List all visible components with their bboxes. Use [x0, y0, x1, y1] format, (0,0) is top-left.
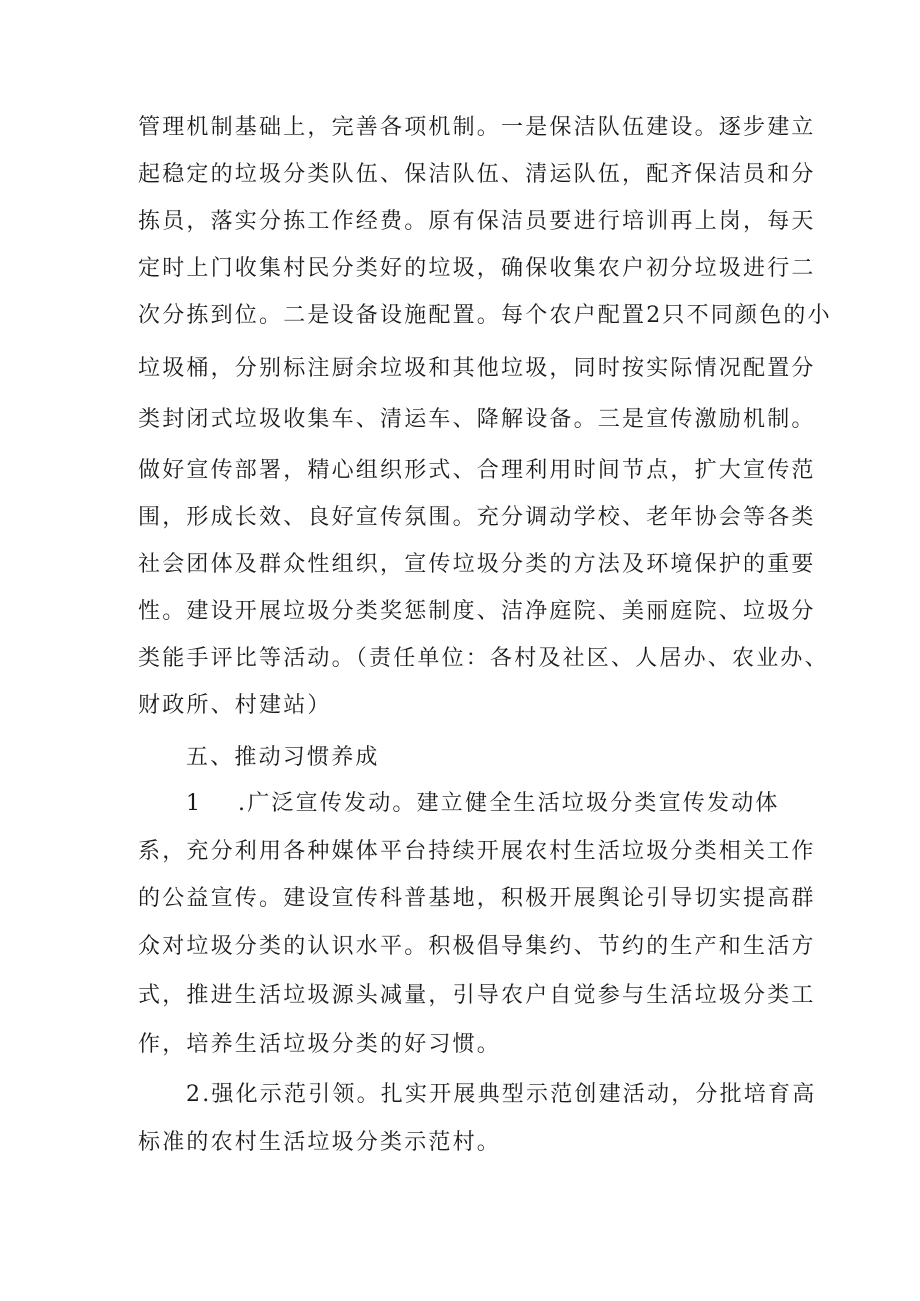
- paragraph-1-line-13: 财政所、村建站）: [138, 693, 332, 718]
- paragraph-1-line-1: 管理机制基础上，完善各项机制。一是保洁队伍建设。逐步建立: [138, 115, 816, 140]
- item-2-line-2: 标准的农村生活垃圾分类示范村。: [138, 1130, 502, 1155]
- section-heading: 五、推动习惯养成: [186, 745, 380, 770]
- paragraph-1-line-4: 定时上门收集村民分类好的垃圾，确保收集农户初分垃圾进行二: [138, 256, 816, 281]
- item-1-line-2: 系，充分利用各种媒体平台持续开展农村生活垃圾分类相关工作: [138, 839, 816, 864]
- item-1-line-4: 众对垃圾分类的认识水平。积极倡导集约、节约的生产和生活方: [138, 934, 816, 959]
- paragraph-1-line-7: 类封闭式垃圾收集车、清运车、降解设备。三是宣传激励机制。: [138, 407, 816, 432]
- paragraph-1-line-5: 次分拣到位。二是设备设施配置。每个农户配置2只不同颜色的小: [138, 303, 832, 328]
- item-1-line-5: 式，推进生活垃圾源头减量，引导农户自觉参与生活垃圾分类工: [138, 983, 816, 1008]
- item-1-line-3: 的公益宣传。建设宣传科普基地，积极开展舆论引导切实提高群: [138, 886, 816, 911]
- paragraph-1-line-2: 起稳定的垃圾分类队伍、保洁队伍、清运队伍，配齐保洁员和分: [138, 162, 816, 187]
- paragraph-1-line-6: 垃圾桶，分别标注厨余垃圾和其他垃圾，同时按实际情况配置分: [138, 356, 816, 381]
- item-1-line-1: .广泛宣传发动。建立健全生活垃圾分类宣传发动体: [238, 791, 780, 816]
- paragraph-1-line-8: 做好宣传部署，精心组织形式、合理利用时间节点，扩大宣传范: [138, 458, 816, 483]
- item-2-line-1: 2.强化示范引领。扎实开展典型示范创建活动，分批培育高: [186, 1082, 817, 1107]
- item-1-number: 1: [186, 791, 203, 816]
- paragraph-1-line-9: 围，形成长效、良好宣传氛围。充分调动学校、老年协会等各类: [138, 505, 816, 530]
- paragraph-1-line-3: 拣员，落实分拣工作经费。原有保洁员要进行培训再上岗，每天: [138, 209, 816, 234]
- item-1-line-6: 作，培养生活垃圾分类的好习惯。: [138, 1032, 502, 1057]
- paragraph-1-line-12: 类能手评比等活动。（责任单位：各村及社区、人居办、农业办、: [138, 646, 829, 671]
- paragraph-1-line-11: 性。建设开展垃圾分类奖惩制度、洁净庭院、美丽庭院、垃圾分: [138, 599, 816, 624]
- paragraph-1-line-10: 社会团体及群众性组织，宣传垃圾分类的方法及环境保护的重要: [138, 552, 816, 577]
